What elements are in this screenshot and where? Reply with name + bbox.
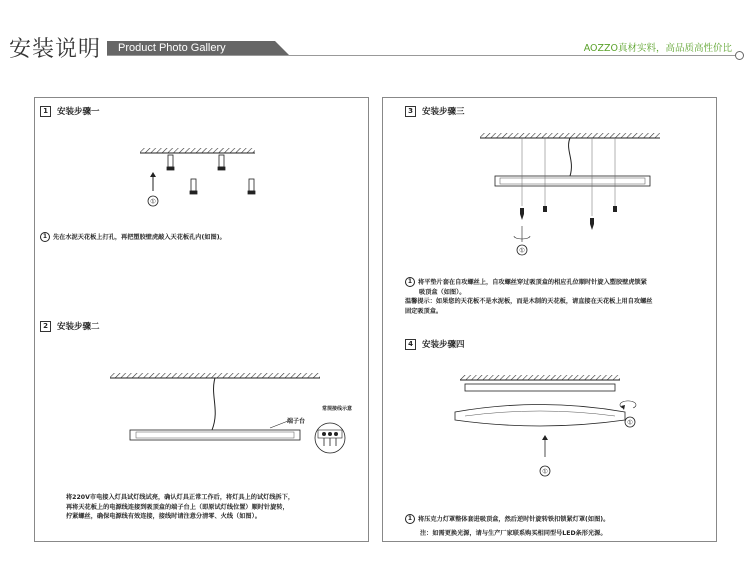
step-1-diagram-marker: ① [150, 197, 156, 206]
header-dot-icon [735, 51, 744, 60]
step-4-note: 注：如需更换光源，请与生产厂家联系购买相同型号LED条形光源。 [420, 530, 607, 537]
step-2-desc [66, 493, 294, 522]
step-4-diagram-marker-bottom: ① [542, 467, 548, 476]
circled-1-icon: 1 [40, 232, 50, 242]
step-1-illustration [130, 145, 270, 215]
step-4-title [405, 338, 465, 350]
step-2-callout-wiring: 常规接线示意 [322, 406, 353, 412]
step-2-label: 安装步骤二 [57, 322, 100, 332]
step-3-title [405, 105, 465, 117]
step-1-title [40, 105, 100, 117]
step-3-number: 3 [405, 106, 416, 117]
brand-tagline: AOZZO真材实料，高品质高性价比 [583, 43, 732, 54]
step-1-label: 安装步骤一 [57, 107, 100, 117]
gallery-tab-label[interactable]: Product Photo Gallery [118, 42, 226, 54]
step-4-label: 安装步骤四 [422, 340, 465, 350]
step-1-number: 1 [40, 106, 51, 117]
step-4-number: 4 [405, 339, 416, 350]
step-3-diagram-marker: ① [519, 246, 525, 255]
step-3-desc [405, 277, 653, 316]
circled-1-icon: 1 [405, 514, 415, 524]
step-4-diagram-marker-top: ① [627, 418, 633, 427]
step-2-callout-terminal: 端子台 [287, 418, 306, 425]
step-3-illustration [470, 130, 670, 255]
step-3-desc-line-1: 将平垫片套在自攻螺丝上，自攻螺丝穿过吸顶盒的相应孔位顺时针旋入塑胶壁虎锁紧 [418, 279, 647, 286]
step-3-tip-line-2: 固定吸顶盒。 [405, 307, 443, 315]
step-4-illustration [445, 372, 665, 482]
header-divider [107, 55, 735, 56]
step-4-desc [405, 514, 609, 525]
step-4-desc-text: 将压克力灯罩整体套进吸顶盒，然后逆时针旋转铁扣锁紧灯罩(如图)。 [418, 516, 610, 523]
step-2-desc-line-1: 将220V市电接入灯具试灯线试亮，确认灯具正常工作后，将灯具上的试灯线拆下， [66, 494, 295, 501]
step-2-title [40, 320, 100, 332]
step-1-desc-text: 先在水泥天花板上打孔，再把塑胶壁虎敲入天花板孔内(如图)。 [53, 234, 226, 241]
step-2-desc-line-2: 再将天花板上的电源线连接到吸顶盒的端子台上（即原试灯线位置）顺时针旋转， [66, 503, 289, 511]
circled-1-icon: 1 [405, 277, 415, 287]
page-title: 安装说明 [9, 37, 102, 62]
step-2-desc-line-3: 拧紧螺丝，确保电源线有效连接，接线时请注意分清零、火线（如图）。 [66, 513, 261, 520]
step-3-tip-line-1: 温馨提示：如果您的天花板不是水泥板，而是木制的天花板，请直接在天花板上用自攻螺丝 [405, 298, 653, 305]
step-2-illustration [100, 370, 360, 470]
step-3-desc-line-2: 吸顶盒（如图）。 [419, 288, 466, 296]
step-2-number: 2 [40, 321, 51, 332]
step-1-desc [40, 232, 226, 243]
step-3-label: 安装步骤三 [422, 107, 465, 117]
